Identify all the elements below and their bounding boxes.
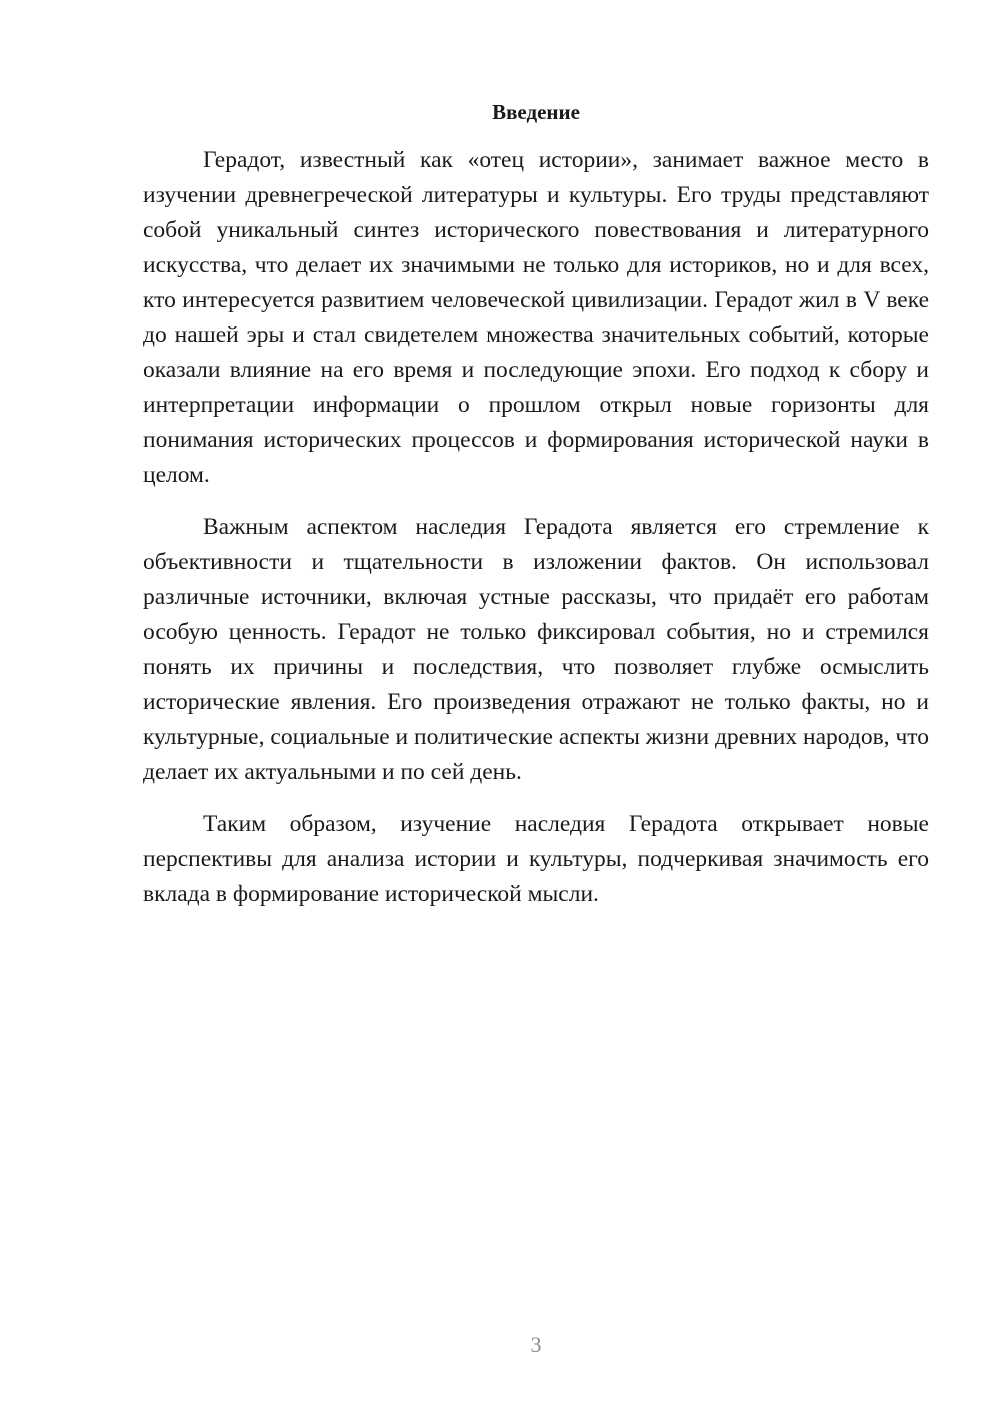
paragraph-3: Таким образом, изучение наследия Герадота открывает новые перспективы для анализа истории и культуры, подчеркивая значимость его вклада в формирование исторической мысли. (143, 811, 929, 907)
paragraph-2: Важным аспектом наследия Герадота является его стремление к объективности и тщательности в изложении фактов. Он использовал различные источники, включая устные рассказы, что придаёт его работам особую ценность. Герадот не только фиксировал события, но и стремился понять их причины и последствия, что позволяет глубже осмыслить исторические явления. Его произведения отражают не только факты, но и культурные, социальные и политические аспекты жизни древних народов, что делает их актуальными и по сей день. (143, 514, 929, 785)
page-body (143, 97, 929, 929)
paragraph-1: Герадот, известный как «отец истории», занимает важное место в изучении древнегреческой литературы и культуры. Его труды представляют собой уникальный синтез исторического повествования и литературного искусства, что делает их значимыми не только для историков, но и для всех, кто интересуется развитием человеческой цивилизации. Герадот жил в V веке до нашей эры и стал свидетелем множества значительных событий, которые оказали влияние на его время и последующие эпохи. Его подход к сбору и интерпретации информации о прошлом открыл новые горизонты для понимания исторических процессов и формирования исторической науки в целом. (143, 147, 929, 488)
section-heading: Введение (492, 100, 580, 124)
page-number: 3 (530, 1332, 542, 1357)
